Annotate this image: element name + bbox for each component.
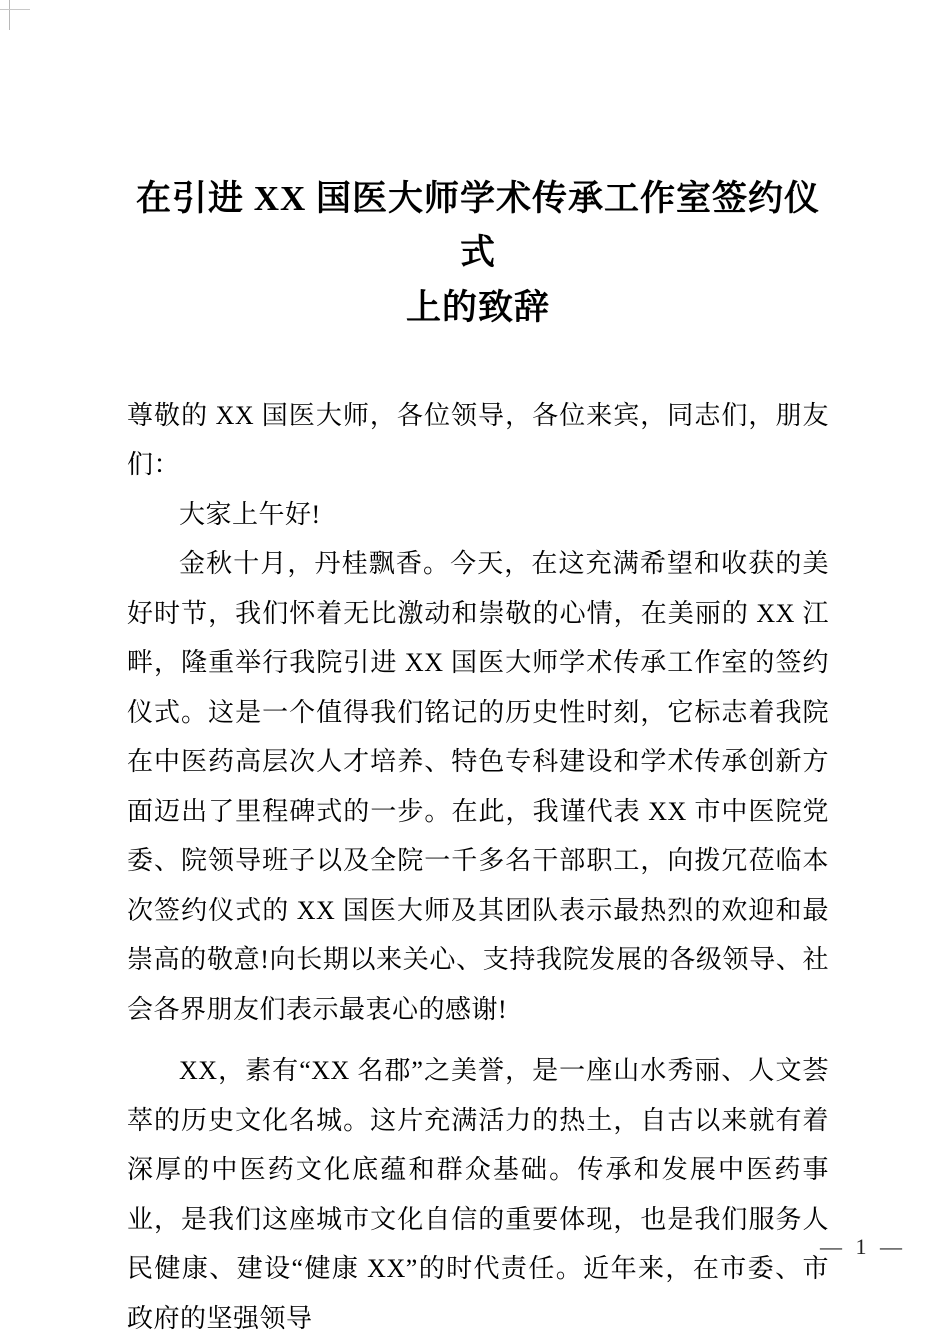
paragraph-body-2: XX，素有“XX 名郡”之美誉，是一座山水秀丽、人文荟萃的历史文化名城。这片充满活力的热土，自古以来就有着深厚的中医药文化底蕴和群众基础。传承和发展中医药事业，是我们这座城市文化自信的重要体现，也是我们服务人民健康、建设“健康 XX”的时代责任。近年来，在市委、市政府的坚强领导 (127, 1056, 829, 1333)
paragraph-salutation: 尊敬的 XX 国医大师，各位领导，各位来宾，同志们，朋友们： (127, 400, 829, 480)
paragraph-greeting: 大家上午好! (179, 499, 321, 529)
document-title-line-2: 上的致辞 (405, 287, 550, 327)
corner-crop-mark-vertical (9, 0, 10, 30)
paragraph-body-1: 金秋十月，丹桂飘香。今天，在这充满希望和收获的美好时节，我们怀着无比激动和崇敬的心情，在美丽的 XX 江畔，隆重举行我院引进 XX 国医大师学术传承工作室的签约仪式。这是一个值得我们铭记的历史性时刻，它标志着我院在中医药高层次人才培养、特色专科建设和学术传承创新方面迈出了里程碑式的一步。在此，我谨代表 XX 市中医院党委、院领导班子以及全院一千多名干部职工，向拨冗莅临本次签约仪式的 XX 国医大师及其团队表示最热烈的欢迎和最崇高的敬意!向长期以来关心、支持我院发展的各级领导、社会各界朋友们表示最衷心的感谢! (127, 549, 829, 1024)
document-title-line-1: 在引进 XX 国医大师学术传承工作室签约仪式 (135, 179, 821, 273)
corner-crop-mark-horizontal (0, 9, 30, 10)
page-number: — 1 — (820, 1234, 906, 1259)
document-title (127, 172, 829, 335)
document-content (127, 172, 829, 1343)
